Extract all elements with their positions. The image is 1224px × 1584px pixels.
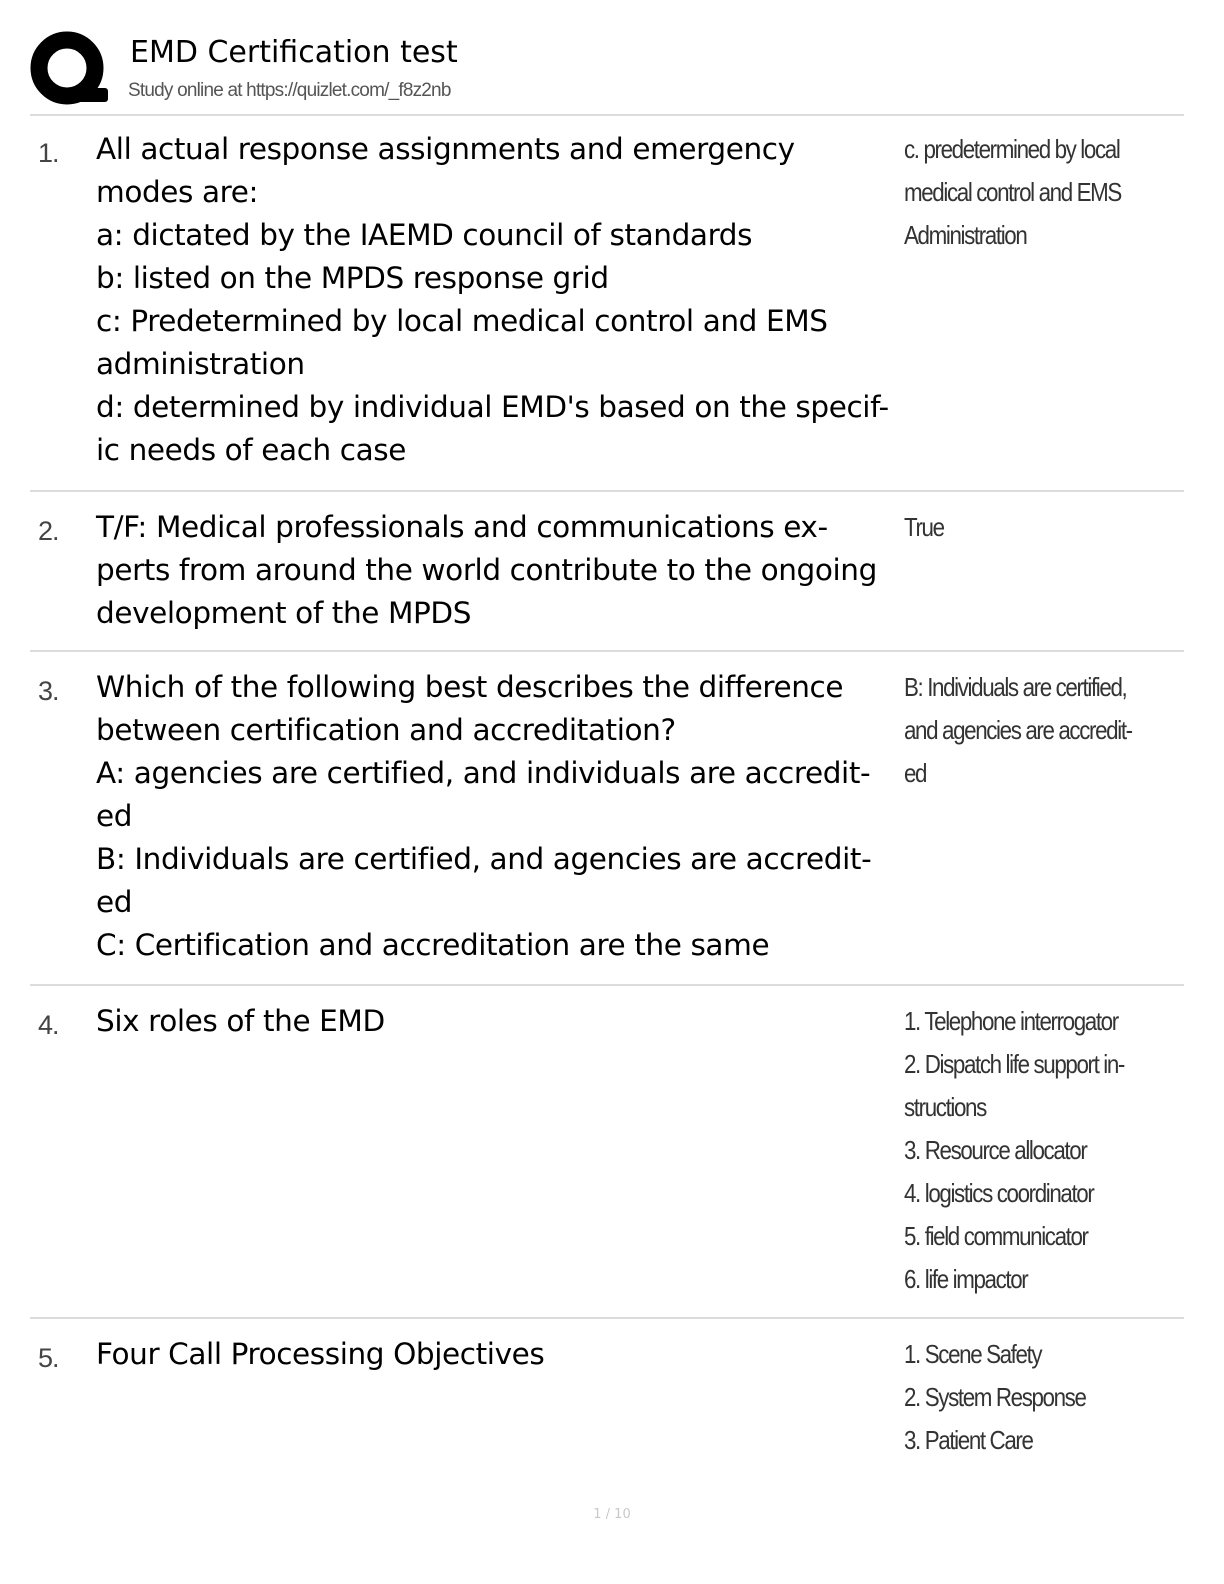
card-definition: B: Individuals are certified, and agencies are accredit- ed [904, 672, 1132, 788]
card-row-4 [30, 986, 1184, 1319]
card-row-5 [30, 1319, 1184, 1479]
page-number: 1 / 10 [593, 1507, 631, 1522]
card-number: 2. [38, 516, 59, 546]
card-row-3 [30, 652, 1184, 986]
study-online-link[interactable]: Study online at https://quizlet.com/_f8z2nb [128, 80, 451, 101]
card-definition: c. predetermined by local medical control and EMS Administration [904, 134, 1121, 250]
card-term: All actual response assignments and emergency modes are: a: dictated by the IAEMD council of standards b: listed on the MPDS response grid c: Predetermined by local medical control and EMS administration d: determined by individual EMD's based on the specif- ic needs of each case [96, 132, 889, 467]
card-definition: 1. Telephone interrogator 2. Dispatch life support in- structions 3. Resource allocator 4. logistics coordinator 5. field communicator 6. life impactor [904, 1006, 1124, 1294]
card-term: Four Call Processing Objectives [96, 1337, 545, 1371]
card-term: Which of the following best describes the difference between certification and accreditation? A: agencies are certified, and individuals are accredit- ed B: Individuals are certified, and agencies are accredit- ed C: Certification and accreditation are the same [96, 670, 872, 962]
page-header [30, 28, 1184, 116]
card-row-2 [30, 492, 1184, 652]
card-term: T/F: Medical professionals and communications ex- perts from around the world contribute to the ongoing development of the MPDS [96, 510, 877, 630]
card-row-1 [30, 114, 1184, 492]
document-title: EMD Certification test [130, 35, 458, 70]
card-number: 1. [38, 138, 59, 168]
quizlet-logo-icon [30, 30, 110, 108]
card-number: 3. [38, 676, 59, 706]
card-term: Six roles of the EMD [96, 1004, 385, 1038]
card-number: 4. [38, 1010, 59, 1040]
card-definition: True [904, 512, 944, 542]
card-definition: 1. Scene Safety 2. System Response 3. Patient Care [904, 1339, 1086, 1455]
card-number: 5. [38, 1343, 59, 1373]
